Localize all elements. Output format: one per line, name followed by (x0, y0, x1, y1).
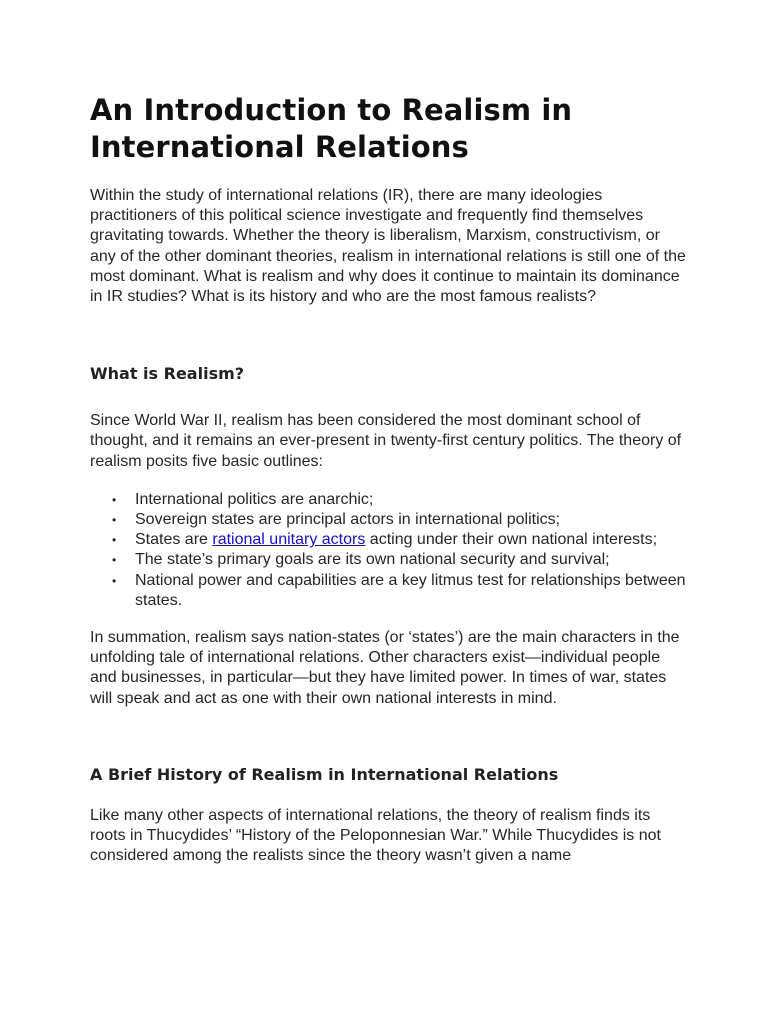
document-page (90, 92, 690, 866)
bullet-icon: • (112, 492, 117, 507)
list-item (112, 490, 690, 510)
list-item (112, 550, 690, 570)
section-heading-what-is-realism: What is Realism? (90, 364, 245, 384)
list-item-text: International politics are anarchic; (135, 490, 374, 508)
list-item-text-before: States are (135, 531, 213, 549)
list-item-text-after: acting under their own national interests; (365, 531, 658, 549)
bullet-icon: • (112, 513, 117, 528)
intro-paragraph: Within the study of international relations (IR), there are many ideologies practitioners of this political science investigate and frequently find themselves gravitating towards. Whether the theory is liberalism, Marxism, constructivism, or any of the other dominant theories, realism in international relations is still one of the most dominant. What is realism and why does it continue to maintain its dominance in IR studies? What is its history and who are the most famous realists? (90, 187, 686, 306)
list-item (112, 571, 690, 611)
list-item-text: National power and capabilities are a key litmus test for relationships between states. (135, 571, 686, 609)
rational-unitary-actors-link[interactable]: rational unitary actors (212, 531, 366, 549)
bullet-icon: • (112, 553, 117, 568)
list-item (112, 530, 690, 550)
summary-paragraph: In summation, realism says nation-states (or ‘states’) are the main characters in the unfolding tale of international relations. Other characters exist—individual people and businesses, in particular—but they have limited power. In times of war, states will speak and act as one with their own national interests in mind. (90, 629, 680, 707)
list-item (112, 510, 690, 530)
realism-outline-list (90, 490, 690, 611)
list-item-text: The state’s primary goals are its own national security and survival; (135, 551, 610, 569)
bullet-icon: • (112, 533, 117, 548)
section2-paragraph: Like many other aspects of international relations, the theory of realism finds its roots in Thucydides’ “History of the Peloponnesian War.” While Thucydides is not considered among the realists since the theory wasn’t given a name (90, 806, 661, 865)
list-item-text: Sovereign states are principal actors in international politics; (135, 511, 561, 529)
page-title: An Introduction to Realism in International Relations (90, 93, 573, 164)
section1-paragraph: Since World War II, realism has been considered the most dominant school of thought, and it remains an ever-present in twenty-first century politics. The theory of realism posits five basic outlines: (90, 412, 682, 470)
bullet-icon: • (112, 573, 117, 588)
section-heading-brief-history: A Brief History of Realism in International Relations (90, 764, 559, 784)
